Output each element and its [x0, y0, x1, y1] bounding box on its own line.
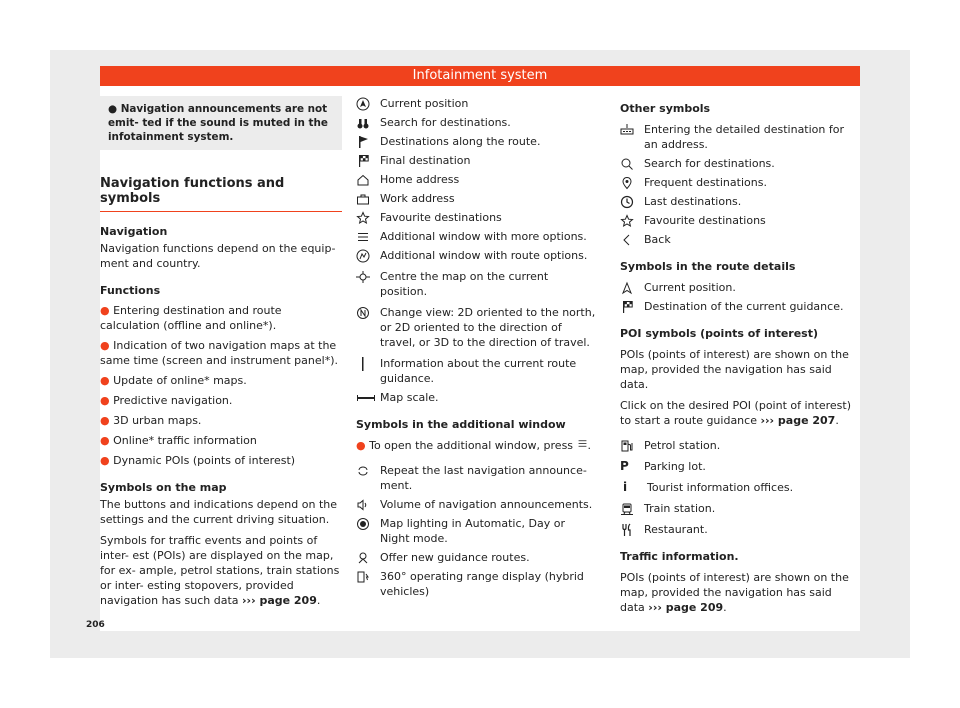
address-entry-icon: [620, 122, 644, 137]
lighting-icon: [356, 516, 380, 531]
bullet-dot-icon: ●: [100, 414, 114, 427]
column-left: [100, 96, 342, 608]
frequent-icon: [620, 175, 644, 190]
star-outline-icon: [620, 213, 644, 228]
position-arrow-icon: [620, 280, 644, 295]
bullet-dot-icon: ●: [356, 439, 370, 452]
functions-heading: Functions: [100, 284, 161, 297]
traffic-heading: Traffic information.: [620, 550, 739, 563]
star-icon: [356, 210, 380, 225]
symbol-row: Frequent destinations.: [620, 175, 858, 190]
symbol-row: Map scale.: [356, 390, 596, 405]
menu-icon: [356, 229, 380, 244]
clock-icon: [620, 194, 644, 209]
page-content: [100, 86, 860, 631]
symbols-text: The buttons and indications depend on the settings and the current driving situation.: [100, 498, 338, 526]
section-title: Navigation functions and symbols: [100, 176, 342, 212]
function-item: ● Online* traffic information: [100, 434, 257, 447]
info-icon: i: [623, 480, 628, 494]
poi-heading: POI symbols (points of interest): [620, 327, 818, 340]
symbol-row: Final destination: [356, 153, 596, 168]
window-heading: Symbols in the additional window: [356, 418, 566, 431]
symbols-text-2: Symbols for traffic events and points of inter- est (POIs) are displayed on the map, for ex- ample, petrol stations, train stations or inter- esting stopovers, provided navigation has such data ››› page 209.: [100, 534, 340, 607]
other-symbols-heading: Other symbols: [620, 102, 711, 115]
note-box: [100, 96, 342, 150]
symbol-row: Repeat the last navigation announce- ment.: [356, 463, 596, 493]
route-details-heading: Symbols in the route details: [620, 260, 796, 273]
repeat-icon: [356, 463, 380, 478]
window-bullet: ● To open the additional window, press .: [356, 439, 592, 452]
alternative-routes-icon: [356, 550, 380, 565]
checkered-flag-icon: [356, 153, 380, 168]
route-options-icon: [356, 248, 380, 263]
function-item: ● Predictive navigation.: [100, 394, 233, 407]
bullet-dot-icon: ●: [100, 339, 114, 352]
symbol-row: Home address: [356, 172, 596, 187]
traffic-text: POIs (points of interest) are shown on the map, provided the navigation has said data ››› page 209.: [620, 571, 849, 614]
destination-flag-icon: [620, 299, 644, 314]
symbol-row: Search for destinations.: [356, 115, 596, 130]
train-icon: [620, 501, 644, 516]
scale-icon: [356, 390, 380, 405]
symbol-row: Volume of navigation announcements.: [356, 497, 596, 512]
home-icon: [356, 172, 380, 187]
navigation-heading: Navigation: [100, 225, 168, 238]
symbol-row: Favourite destinations: [620, 213, 858, 228]
function-item: ● Indication of two navigation maps at the same time (screen and instrument panel*).: [100, 339, 338, 367]
symbol-row: Destinations along the route.: [356, 134, 596, 149]
briefcase-icon: [356, 191, 380, 206]
page-header: Infotainment system: [100, 66, 860, 86]
search-icon: [620, 156, 644, 171]
page-number: 206: [86, 620, 105, 630]
symbol-row: Petrol station.: [620, 438, 858, 453]
symbol-row: Work address: [356, 191, 596, 206]
symbol-row: Destination of the current guidance.: [620, 299, 858, 314]
bullet-dot-icon: ●: [100, 454, 114, 467]
page-link[interactable]: ››› page 207: [760, 414, 836, 427]
symbol-row: Additional window with route options.: [356, 248, 596, 263]
note-text: Navigation announcements are not emit- ted if the sound is muted in the infotainment system.: [108, 103, 328, 143]
page-link[interactable]: ››› page 209: [242, 594, 317, 607]
symbol-row: Search for destinations.: [620, 156, 858, 171]
poi-text: POIs (points of interest) are shown on the map, provided the navigation has said data.: [620, 348, 849, 391]
symbol-row: Current position.: [620, 280, 858, 295]
volume-icon: [356, 497, 380, 512]
flag-icon: [356, 134, 380, 149]
petrol-icon: [620, 438, 644, 453]
center-map-icon: [356, 269, 380, 284]
info-bar-icon: [356, 356, 380, 371]
symbols-heading: Symbols on the map: [100, 481, 227, 494]
symbol-row: Additional window with more options.: [356, 229, 596, 244]
bullet-dot-icon: ●: [100, 304, 114, 317]
range-icon: [356, 569, 380, 584]
function-item: ● 3D urban maps.: [100, 414, 202, 427]
page-link[interactable]: ››› page 209: [648, 601, 724, 614]
restaurant-icon: [620, 522, 644, 537]
symbol-row: Centre the map on the current position.: [356, 269, 596, 299]
compass-icon: [356, 305, 380, 320]
binoculars-icon: [356, 115, 380, 130]
symbol-row: Favourite destinations: [356, 210, 596, 225]
bullet-dot-icon: ●: [100, 434, 114, 447]
column-right: [620, 96, 858, 615]
symbol-row: Back: [620, 232, 858, 247]
symbol-row: Restaurant.: [620, 522, 858, 537]
parking-icon: P: [620, 459, 629, 473]
symbol-row: Offer new guidance routes.: [356, 550, 596, 565]
symbol-row: i Tourist information offices.: [620, 480, 858, 495]
navigation-text: Navigation functions depend on the equip- ment and country.: [100, 242, 336, 270]
symbol-row: Information about the current route guidance.: [356, 356, 596, 386]
symbol-row: Current position: [356, 96, 596, 111]
symbol-row: Change view: 2D oriented to the north, or 2D oriented to the direction of travel, or 3D to the direction of travel.: [356, 305, 596, 350]
symbol-row: Map lighting in Automatic, Day or Night mode.: [356, 516, 596, 546]
symbol-row: Train station.: [620, 501, 858, 516]
symbol-row: Entering the detailed destination for an address.: [620, 122, 858, 152]
bullet-dot-icon: ●: [100, 394, 114, 407]
bullet-dot-icon: ●: [100, 374, 114, 387]
symbol-row: Last destinations.: [620, 194, 858, 209]
function-item: ● Update of online* maps.: [100, 374, 247, 387]
symbol-row: P Parking lot.: [620, 459, 706, 473]
function-item: ● Entering destination and route calculation (offline and online*).: [100, 304, 282, 332]
symbol-row: 360° operating range display (hybrid vehicles): [356, 569, 596, 599]
bullet-dot-icon: ●: [108, 103, 121, 115]
back-icon: [620, 232, 644, 247]
function-item: ● Dynamic POIs (points of interest): [100, 454, 296, 467]
navigation-arrow-icon: [356, 96, 380, 111]
menu-icon: [577, 439, 588, 452]
column-middle: [356, 96, 596, 603]
poi-text-2: Click on the desired POI (point of interest) to start a route guidance ››› page 207.: [620, 399, 851, 427]
